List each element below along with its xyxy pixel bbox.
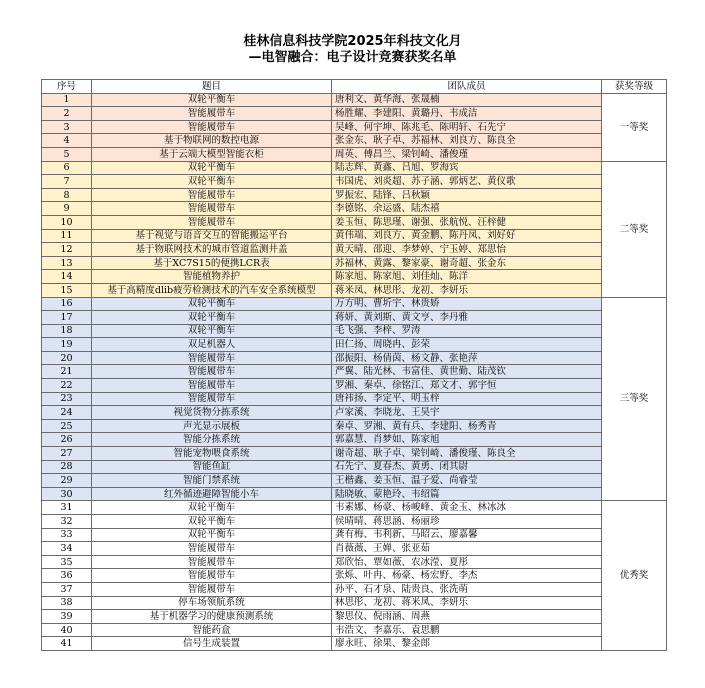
- cell-title: 双轮平衡车: [92, 93, 332, 107]
- table-row: [42, 515, 667, 529]
- cell-no: 22: [42, 379, 92, 393]
- cell-members: 罗湘、秦卓、徐铭江、郑文才、郭宇恒: [332, 379, 602, 393]
- cell-no: 23: [42, 392, 92, 406]
- cell-title: 双轮平衡车: [92, 297, 332, 311]
- cell-members: 李德铭、余运盛、陆杰禧: [332, 202, 602, 216]
- cell-no: 1: [42, 93, 92, 107]
- cell-no: 20: [42, 351, 92, 365]
- cell-no: 25: [42, 419, 92, 433]
- cell-no: 17: [42, 311, 92, 325]
- cell-no: 5: [42, 147, 92, 161]
- cell-members: 吴峰、何宇坤、陈兆毛、陈明轩、石先宁: [332, 120, 602, 134]
- cell-no: 10: [42, 215, 92, 229]
- cell-members: 姜玉恒、陈思瑾、谢强、张航悦、汪梓健: [332, 215, 602, 229]
- cell-no: 38: [42, 596, 92, 610]
- cell-members: 韦浩文、李嘉乐、袁思鹏: [332, 623, 602, 637]
- cell-no: 32: [42, 515, 92, 529]
- table-row: [42, 351, 667, 365]
- table-row: [42, 528, 667, 542]
- cell-title: 智能门禁系统: [92, 474, 332, 488]
- table-row: [42, 120, 667, 134]
- cell-members: 黎思仪、倪雨涵、周燕: [332, 610, 602, 624]
- cell-no: 3: [42, 120, 92, 134]
- cell-no: 11: [42, 229, 92, 243]
- cell-members: 黄天晴、邵迎、李梦婷、宁玉婷、郑思怡: [332, 243, 602, 257]
- cell-members: 周英、傅昌兰、梁钊崎、潘俊瑾: [332, 147, 602, 161]
- cell-title: 双轮平衡车: [92, 501, 332, 515]
- cell-no: 6: [42, 161, 92, 175]
- header-title: 题目: [92, 80, 332, 94]
- table-row: [42, 134, 667, 148]
- cell-no: 15: [42, 283, 92, 297]
- cell-members: 韦国虎、刘炎超、苏子涵、郭炳艺、黄仪歌: [332, 175, 602, 189]
- cell-no: 30: [42, 487, 92, 501]
- header-no: 序号: [42, 80, 92, 94]
- cell-members: 唐祎扬、李定平、明玉梓: [332, 392, 602, 406]
- table-row: [42, 474, 667, 488]
- cell-members: 肖薇薇、王婵、张亚茹: [332, 542, 602, 556]
- cell-title: 基于云端大模型智能衣柜: [92, 147, 332, 161]
- cell-title: 双轮平衡车: [92, 515, 332, 529]
- cell-title: 智能履带车: [92, 379, 332, 393]
- award-level: 三等奖: [602, 297, 667, 501]
- cell-members: 陆晓敏、蒙艳玲、韦绍篇: [332, 487, 602, 501]
- document-subtitle: —电智融合：电子设计竞赛获奖名单: [248, 50, 457, 65]
- table-row: [42, 460, 667, 474]
- cell-no: 18: [42, 324, 92, 338]
- cell-title: 智能履带车: [92, 202, 332, 216]
- table-row: [42, 243, 667, 257]
- table-row: [42, 487, 667, 501]
- cell-no: 40: [42, 623, 92, 637]
- cell-members: 张金东、耿子卓、苏福林、刘良方、陈良全: [332, 134, 602, 148]
- cell-title: 智能药盒: [92, 623, 332, 637]
- cell-no: 31: [42, 501, 92, 515]
- table-row: [42, 379, 667, 393]
- cell-title: 双轮平衡车: [92, 175, 332, 189]
- cell-title: 智能宠物喂食系统: [92, 447, 332, 461]
- cell-title: 智能鱼缸: [92, 460, 332, 474]
- table-row: [42, 147, 667, 161]
- table-row: [42, 569, 667, 583]
- cell-title: 基于物联网的数控电源: [92, 134, 332, 148]
- cell-no: 19: [42, 338, 92, 352]
- cell-members: 龚有梅、韦利新、马昭云、廖嘉馨: [332, 528, 602, 542]
- cell-no: 14: [42, 270, 92, 284]
- table-row: [42, 270, 667, 284]
- cell-no: 37: [42, 582, 92, 596]
- cell-members: 卢家溪、李晓龙、王昊宇: [332, 406, 602, 420]
- cell-members: 王楷鑫、姜玉恒、温子爱、尚睿莹: [332, 474, 602, 488]
- table-row: [42, 542, 667, 556]
- cell-no: 9: [42, 202, 92, 216]
- table-row: [42, 623, 667, 637]
- cell-members: 严翼、陆光林、韦富佳、黄世勤、陆茂钦: [332, 365, 602, 379]
- table-header-row: [42, 80, 667, 94]
- table-row: [42, 215, 667, 229]
- cell-no: 7: [42, 175, 92, 189]
- cell-title: 智能履带车: [92, 569, 332, 583]
- cell-title: 智能履带车: [92, 107, 332, 121]
- cell-title: 双轮平衡车: [92, 161, 332, 175]
- table-row: [42, 433, 667, 447]
- cell-title: 智能植物养护: [92, 270, 332, 284]
- table-row: [42, 188, 667, 202]
- cell-title: 智能分拣系统: [92, 433, 332, 447]
- table-row: [42, 324, 667, 338]
- cell-title: 智能履带车: [92, 392, 332, 406]
- table-row: [42, 93, 667, 107]
- cell-members: 蒋米凤、林思彤、龙初、李妍乐: [332, 283, 602, 297]
- table-row: [42, 610, 667, 624]
- cell-no: 12: [42, 243, 92, 257]
- cell-title: 双足机器人: [92, 338, 332, 352]
- cell-members: 罗振宏、陆锋、吕秋颖: [332, 188, 602, 202]
- cell-title: 智能履带车: [92, 351, 332, 365]
- cell-no: 33: [42, 528, 92, 542]
- cell-members: 邵振阳、杨倩茵、杨文静、张艳萍: [332, 351, 602, 365]
- document-title: 桂林信息科技学院2025年科技文化月: [243, 34, 462, 49]
- cell-no: 8: [42, 188, 92, 202]
- cell-title: 声光显示展板: [92, 419, 332, 433]
- table-row: [42, 419, 667, 433]
- table-row: [42, 392, 667, 406]
- cell-members: 谢奇超、耿子卓、梁钊崎、潘俊瑾、陈良全: [332, 447, 602, 461]
- cell-no: 41: [42, 637, 92, 651]
- cell-no: 21: [42, 365, 92, 379]
- cell-title: 双轮平衡车: [92, 528, 332, 542]
- cell-title: 基于机器学习的健康预测系统: [92, 610, 332, 624]
- cell-title: 双轮平衡车: [92, 311, 332, 325]
- cell-title: 基于XC7S15的便携LCR表: [92, 256, 332, 270]
- cell-members: 毛飞强、李梓、罗涛: [332, 324, 602, 338]
- table-row: [42, 365, 667, 379]
- table-row: [42, 596, 667, 610]
- header-level: 获奖等级: [602, 80, 667, 94]
- cell-title: 智能履带车: [92, 215, 332, 229]
- cell-members: 侯晴晴、蒋思涵、杨丽珍: [332, 515, 602, 529]
- cell-no: 27: [42, 447, 92, 461]
- table-row: [42, 256, 667, 270]
- table-row: [42, 311, 667, 325]
- cell-no: 13: [42, 256, 92, 270]
- table-row: [42, 161, 667, 175]
- cell-members: 石先宁、夏春杰、黄勇、闭其尉: [332, 460, 602, 474]
- cell-members: 田仁扬、周晓冉、彭荣: [332, 338, 602, 352]
- cell-title: 智能履带车: [92, 542, 332, 556]
- table-row: [42, 229, 667, 243]
- cell-members: 陆志辉、黄鑫、吕旭、罗海宾: [332, 161, 602, 175]
- cell-title: 信号生成装置: [92, 637, 332, 651]
- cell-members: 郑欣怡、覃如薇、农冰滢、夏彤: [332, 555, 602, 569]
- cell-title: 智能履带车: [92, 582, 332, 596]
- cell-no: 39: [42, 610, 92, 624]
- cell-members: 蒋妍、黄刘斯、黄文亨、李丹雅: [332, 311, 602, 325]
- award-level: 一等奖: [602, 93, 667, 161]
- award-table: [41, 79, 667, 651]
- table-row: [42, 406, 667, 420]
- cell-no: 2: [42, 107, 92, 121]
- cell-no: 16: [42, 297, 92, 311]
- table-row: [42, 501, 667, 515]
- award-level: 二等奖: [602, 161, 667, 297]
- cell-members: 杨胜耀、李建阳、黄璐丹、韦成洁: [332, 107, 602, 121]
- cell-no: 35: [42, 555, 92, 569]
- cell-members: 陈家旭、陈家旭、刘佳灿、陈洋: [332, 270, 602, 284]
- table-row: [42, 283, 667, 297]
- table-row: [42, 338, 667, 352]
- cell-members: 秦卓、罗湘、黄有兵、李建阳、杨秀青: [332, 419, 602, 433]
- cell-members: 韦素娜、杨豪、杨峻峰、黄金玉、林冰冰: [332, 501, 602, 515]
- cell-members: 林思彤、龙初、蒋米凤、李妍乐: [332, 596, 602, 610]
- table-row: [42, 447, 667, 461]
- cell-title: 智能履带车: [92, 188, 332, 202]
- cell-no: 24: [42, 406, 92, 420]
- cell-members: 郭嘉慧、肖梦如、陈家旭: [332, 433, 602, 447]
- table-row: [42, 297, 667, 311]
- cell-title: 智能履带车: [92, 365, 332, 379]
- table-row: [42, 582, 667, 596]
- cell-no: 26: [42, 433, 92, 447]
- table-row: [42, 202, 667, 216]
- cell-members: 张烁、叶冉、杨豪、杨宏野、李杰: [332, 569, 602, 583]
- cell-no: 36: [42, 569, 92, 583]
- cell-title: 停车场领航系统: [92, 596, 332, 610]
- cell-no: 28: [42, 460, 92, 474]
- cell-members: 黄伟端、刘良方、黄金鹏、陈丹凤、刘好好: [332, 229, 602, 243]
- cell-members: 万方明、曹圻宇、林贵娇: [332, 297, 602, 311]
- cell-title: 基于高精度dlib疲劳检测技术的汽车安全系统模型: [92, 283, 332, 297]
- table-row: [42, 637, 667, 651]
- cell-title: 红外循迹避障智能小车: [92, 487, 332, 501]
- cell-title: 智能履带车: [92, 120, 332, 134]
- header-members: 团队成员: [332, 80, 602, 94]
- cell-title: 视觉货物分拣系统: [92, 406, 332, 420]
- table-row: [42, 107, 667, 121]
- award-level: 优秀奖: [602, 501, 667, 651]
- cell-title: 基于视觉与语音交互的智能搬运平台: [92, 229, 332, 243]
- cell-title: 双轮平衡车: [92, 324, 332, 338]
- cell-no: 29: [42, 474, 92, 488]
- cell-no: 34: [42, 542, 92, 556]
- table-row: [42, 555, 667, 569]
- cell-no: 4: [42, 134, 92, 148]
- cell-members: 廖永旺、徐果、黎金郎: [332, 637, 602, 651]
- cell-members: 苏福林、黄露、黎家豪、谢奇超、张金东: [332, 256, 602, 270]
- cell-title: 智能履带车: [92, 555, 332, 569]
- cell-title: 基于物联网技术的城市管道监测井盖: [92, 243, 332, 257]
- cell-members: 孙平、石才泉、陆贵良、张洗萌: [332, 582, 602, 596]
- award-table-body: [42, 93, 667, 650]
- table-row: [42, 175, 667, 189]
- cell-members: 唐利文、黄华海、张晟楠: [332, 93, 602, 107]
